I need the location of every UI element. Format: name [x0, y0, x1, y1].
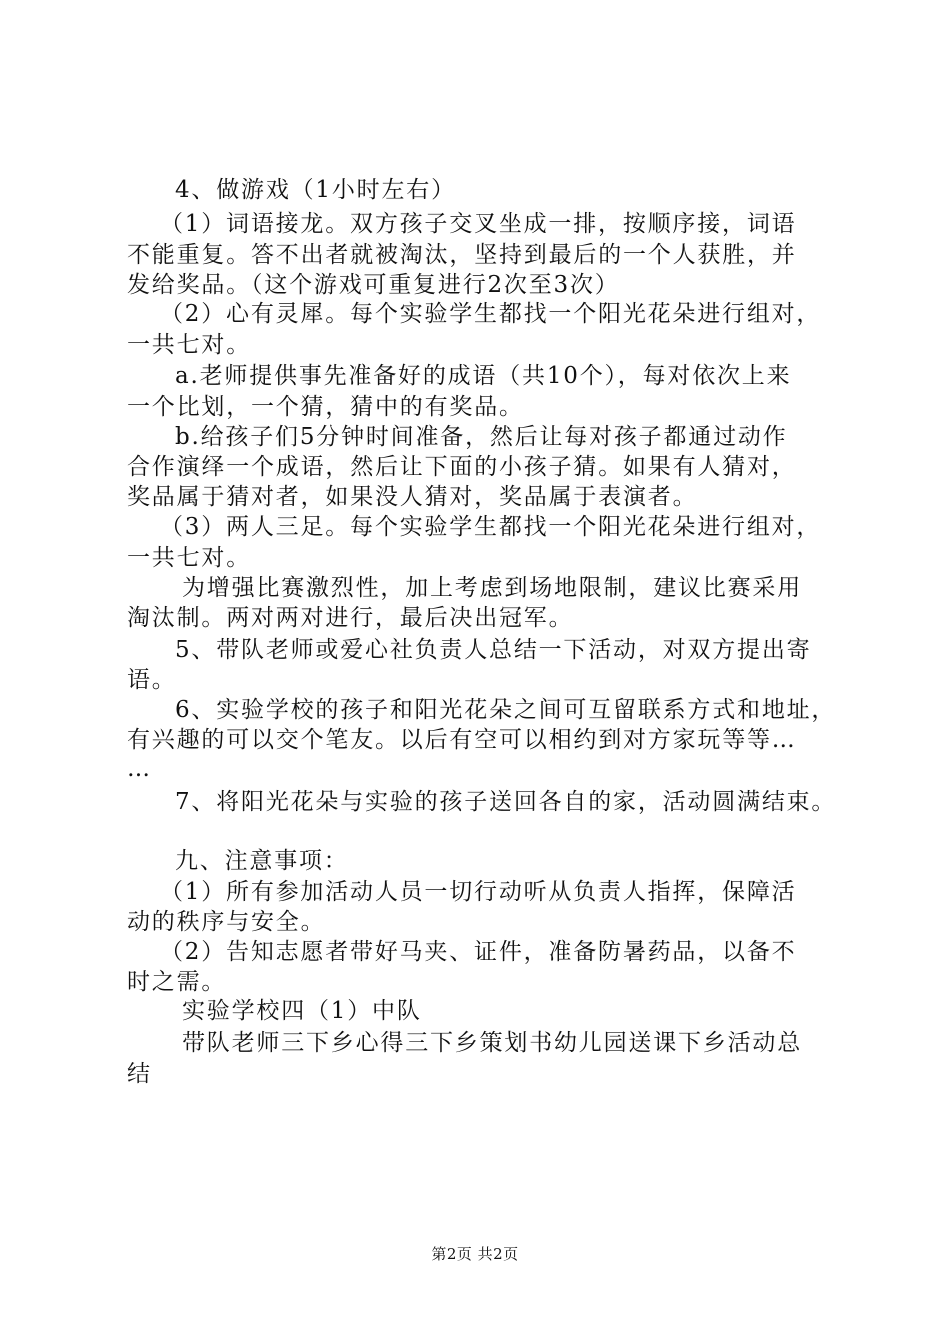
paragraph-line: 一个比划，一个猜，猜中的有奖品。: [127, 394, 524, 420]
paragraph-line: 7、将阳光花朵与实验的孩子送回各自的家，活动圆满结束。: [175, 789, 837, 815]
paragraph-line: 结: [127, 1061, 152, 1087]
paragraph-line: 奖品属于猜对者，如果没人猜对，奖品属于表演者。: [127, 484, 698, 510]
paragraph-line: （3）两人三足。每个实验学生都找一个阳光花朵进行组对，: [160, 514, 822, 540]
signature-line: 实验学校四（1）中队: [182, 998, 422, 1024]
paragraph-line: 带队老师三下乡心得三下乡策划书幼儿园送课下乡活动总: [182, 1030, 802, 1056]
paragraph-line: （2）告知志愿者带好马夹、证件，准备防暑药品，以备不: [160, 939, 797, 965]
section-heading-games: 4、做游戏（1小时左右）: [175, 177, 456, 203]
paragraph-line: …: [127, 756, 152, 782]
paragraph-line: （1）词语接龙。双方孩子交叉坐成一排，按顺序接，词语: [160, 211, 797, 237]
page-number-footer: 第2页 共2页: [431, 1245, 519, 1263]
section-heading-notes: 九、注意事项：: [175, 848, 349, 874]
paragraph-line: a.老师提供事先准备好的成语（共10个），每对依次上来: [175, 363, 792, 389]
paragraph-line: 5、带队老师或爱心社负责人总结一下活动，对双方提出寄: [175, 637, 812, 663]
paragraph-line: 发给奖品。（这个游戏可重复进行2次至3次）: [127, 272, 620, 298]
paragraph-line: 不能重复。答不出者就被淘汰，坚持到最后的一个人获胜，并: [127, 242, 797, 268]
paragraph-line: 时之需。: [127, 969, 227, 995]
paragraph-line: 语。: [127, 667, 177, 693]
paragraph-line: （1）所有参加活动人员一切行动听从负责人指挥，保障活: [160, 879, 797, 905]
paragraph-line: 一共七对。: [127, 545, 251, 571]
paragraph-line: 有兴趣的可以交个笔友。以后有空可以相约到对方家玩等等…: [127, 727, 797, 753]
paragraph-line: 为增强比赛激烈性，加上考虑到场地限制，建议比赛采用: [182, 575, 802, 601]
paragraph-line: 动的秩序与安全。: [127, 909, 326, 935]
paragraph-line: 合作演绎一个成语，然后让下面的小孩子猜。如果有人猜对，: [127, 454, 797, 480]
paragraph-line: b.给孩子们5分钟时间准备，然后让每对孩子都通过动作: [175, 424, 788, 450]
paragraph-line: （2）心有灵犀。每个实验学生都找一个阳光花朵进行组对，: [160, 301, 822, 327]
paragraph-line: 6、实验学校的孩子和阳光花朵之间可互留联系方式和地址，: [175, 697, 837, 723]
paragraph-line: 淘汰制。两对两对进行，最后决出冠军。: [127, 605, 574, 631]
paragraph-line: 一共七对。: [127, 332, 251, 358]
